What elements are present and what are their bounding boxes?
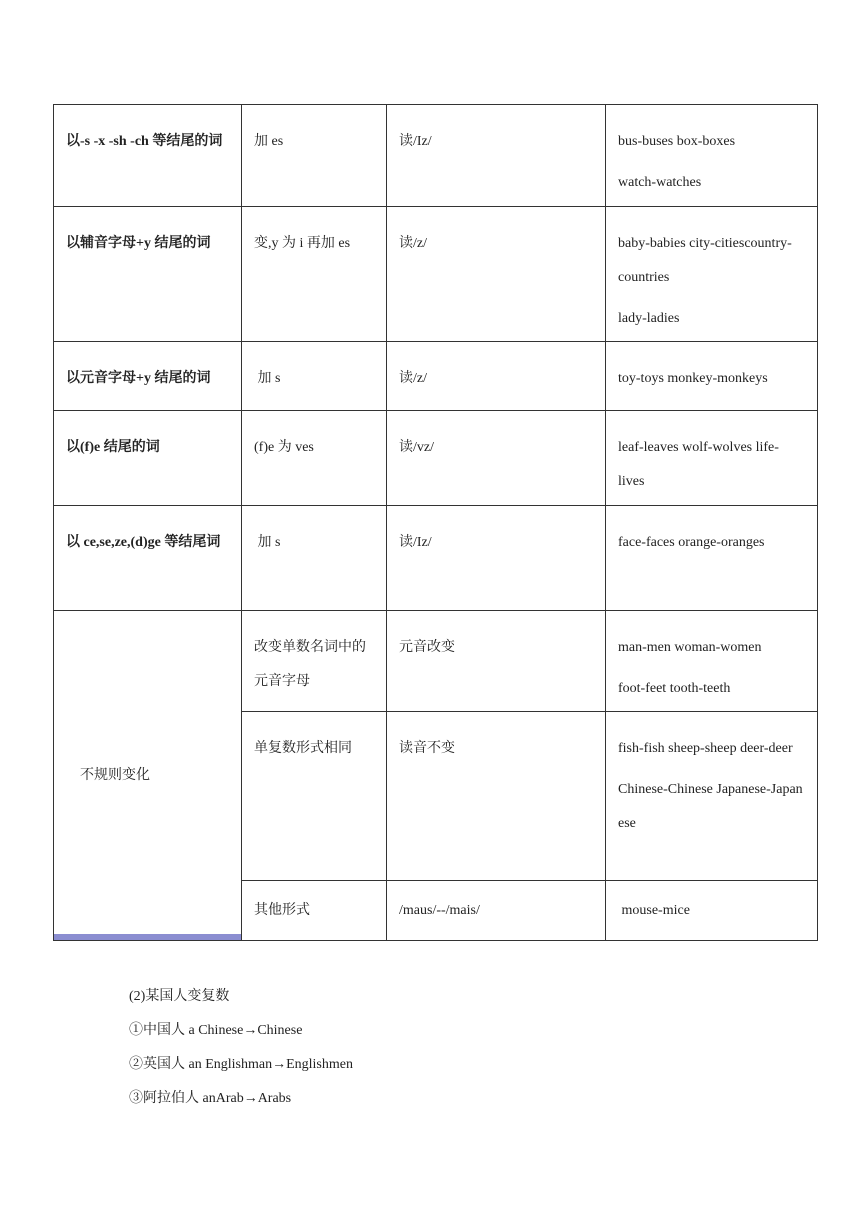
notes-heading: (2)某国人变复数 — [129, 989, 230, 1004]
irregular-category-cell — [54, 611, 242, 941]
example-line: watch-watches — [618, 175, 702, 190]
pronunciation-cell: /maus/--/mais/ — [387, 881, 606, 941]
pronunciation-cell: 元音改变 — [387, 611, 606, 712]
example-line: fish-fish sheep-sheep deer-deer — [618, 741, 793, 756]
example-line: face-faces orange-oranges — [618, 535, 765, 550]
pronunciation-cell: 读/vz/ — [387, 411, 606, 506]
example-line: Chinese-Chinese Japanese-Japanese — [618, 782, 803, 831]
list-item: ①中国人 a Chinese→Chinese — [129, 1023, 303, 1038]
table-row — [54, 342, 818, 411]
category-cell: 以 ce,se,ze,(d)ge 等结尾词 — [54, 506, 242, 611]
examples-cell — [606, 881, 818, 941]
example-line: man-men woman-women — [618, 640, 762, 655]
nationality-plurals-notes — [129, 980, 353, 1116]
plural-rules-table — [53, 104, 818, 941]
examples-cell — [606, 506, 818, 611]
table-row — [54, 611, 818, 712]
list-item: ③阿拉伯人 anArab→Arabs — [129, 1091, 292, 1106]
example-line: baby-babies city-citiescountry-countries — [618, 236, 792, 285]
example-line: leaf-leaves wolf-wolves life-lives — [618, 440, 779, 489]
category-cell: 以元音字母+y 结尾的词 — [54, 342, 242, 411]
pronunciation-cell: 读/Iz/ — [387, 105, 606, 207]
table-row — [54, 207, 818, 342]
example-line: bus-buses box-boxes — [618, 134, 736, 149]
rule-cell: 其他形式 — [242, 881, 387, 941]
examples-cell — [606, 342, 818, 411]
examples-cell — [606, 411, 818, 506]
category-cell: 以辅音字母+y 结尾的词 — [54, 207, 242, 342]
pronunciation-cell: 读/z/ — [387, 207, 606, 342]
examples-cell — [606, 207, 818, 342]
table-row — [54, 411, 818, 506]
example-line: mouse-mice — [618, 903, 690, 918]
examples-cell — [606, 611, 818, 712]
table-row — [54, 105, 818, 207]
rule-cell: 变,y 为 i 再加 es — [242, 207, 387, 342]
example-line: lady-ladies — [618, 311, 680, 326]
rule-cell: 加 s — [242, 506, 387, 611]
examples-cell — [606, 105, 818, 207]
pronunciation-cell: 读音不变 — [387, 712, 606, 881]
pronunciation-cell: 读/Iz/ — [387, 506, 606, 611]
highlight-bar — [54, 934, 241, 940]
list-item: ②英国人 an Englishman→Englishmen — [129, 1057, 353, 1072]
rule-cell: 单复数形式相同 — [242, 712, 387, 881]
example-line: toy-toys monkey-monkeys — [618, 371, 768, 386]
irregular-category-label: 不规则变化 — [80, 767, 150, 783]
rule-cell: 改变单数名词中的元音字母 — [242, 611, 387, 712]
rule-cell: 加 es — [242, 105, 387, 207]
rule-cell: 加 s — [242, 342, 387, 411]
pronunciation-cell: 读/z/ — [387, 342, 606, 411]
rule-cell: (f)e 为 ves — [242, 411, 387, 506]
category-cell: 以-s -x -sh -ch 等结尾的词 — [54, 105, 242, 207]
category-cell: 以(f)e 结尾的词 — [54, 411, 242, 506]
example-line: foot-feet tooth-teeth — [618, 681, 731, 696]
examples-cell — [606, 712, 818, 881]
table-row — [54, 506, 818, 611]
